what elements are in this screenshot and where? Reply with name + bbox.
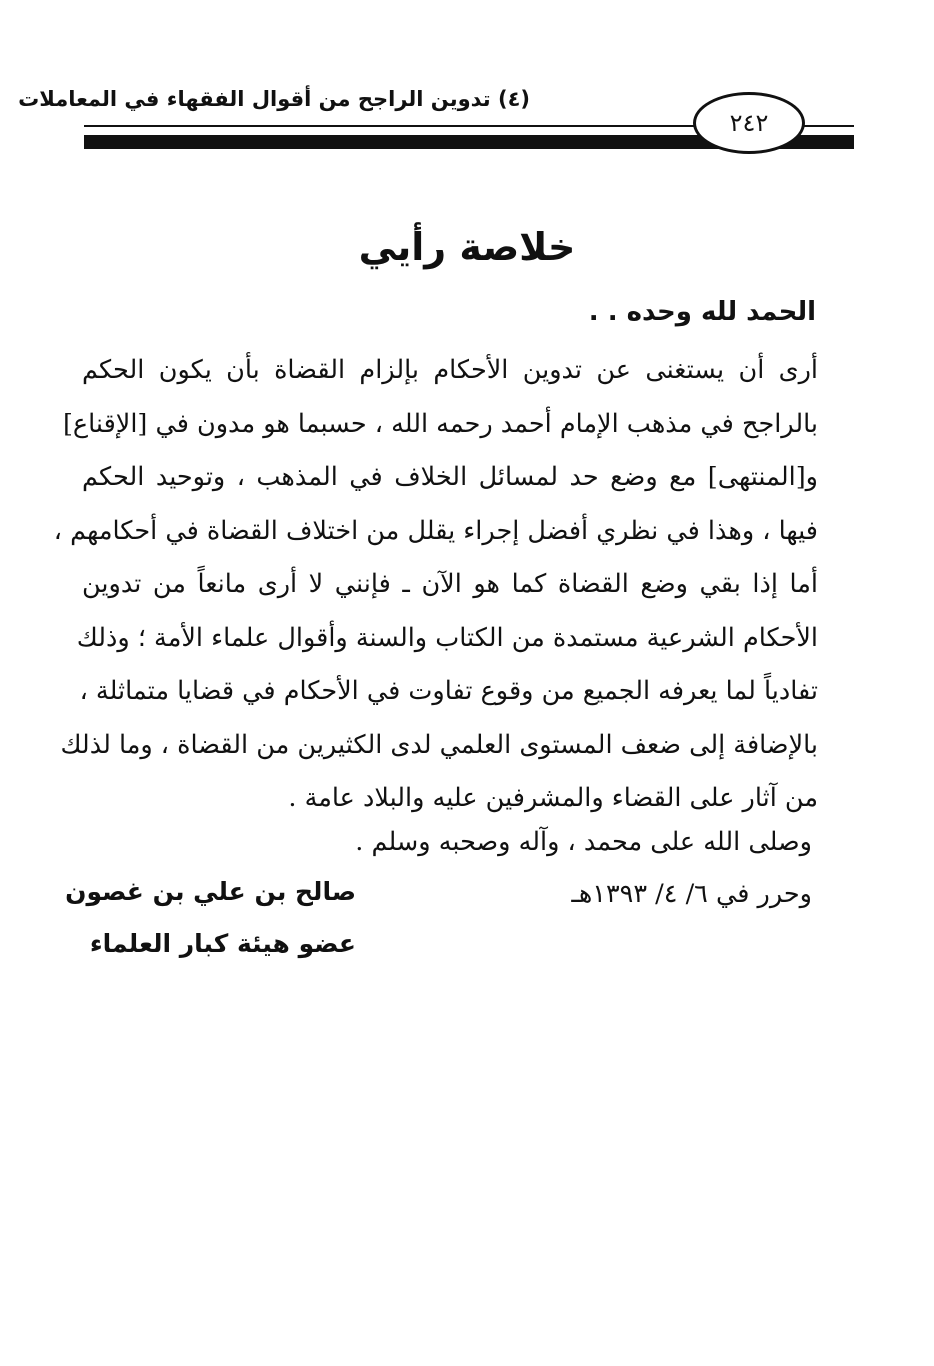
running-title: (٤) تدوين الراجح من أقوال الفقهاء في المعاملات <box>18 87 530 111</box>
section-title: خلاصة رأيي <box>358 225 576 269</box>
body-line: فيها ، وهذا في نظري أفضل إجراء يقلل من اختلاف القضاة في أحكامهم ، <box>53 515 818 546</box>
signature-name: صالح بن علي بن غصون <box>65 877 356 906</box>
body-line: و[المنتهى] مع وضع حد لمسائل الخلاف في المذهب ، وتوحيد الحكم <box>82 462 818 492</box>
body-line: الأحكام الشرعية مستمدة من الكتاب والسنة وأقوال علماء الأمة ؛ وذلك <box>76 622 818 653</box>
body-line: من آثار على القضاء والمشرفين عليه والبلاد عامة . <box>288 783 818 813</box>
body-line: تفادياً لما يعرفه الجميع من وقوع تفاوت في الأحكام في قضايا متماثلة ، <box>79 676 818 706</box>
signature-title: عضو هيئة كبار العلماء <box>89 929 356 958</box>
date-line: وحرر في ٦/ ٤/ ١٣٩٣هـ <box>571 879 812 909</box>
page-number: ٢٤٢ <box>693 92 805 154</box>
opening-praise: الحمد لله وحده . . <box>588 297 816 327</box>
body-paragraph <box>53 344 818 826</box>
body-line: أرى أن يستغنى عن تدوين الأحكام بإلزام القضاة بأن يكون الحكم <box>82 355 818 385</box>
body-line: بالإضافة إلى ضعف المستوى العلمي لدى الكثيرين من القضاة ، وما لذلك <box>60 729 818 760</box>
closing-salutation: وصلى الله على محمد ، وآله وصحبه وسلم . <box>355 827 812 857</box>
body-line: بالراجح في مذهب الإمام أحمد رحمه الله ، حسبما هو مدون في [الإقناع] <box>62 408 818 439</box>
body-line: أما إذا بقي وضع القضاة كما هو الآن ـ فإنني لا أرى مانعاً من تدوين <box>82 569 818 599</box>
